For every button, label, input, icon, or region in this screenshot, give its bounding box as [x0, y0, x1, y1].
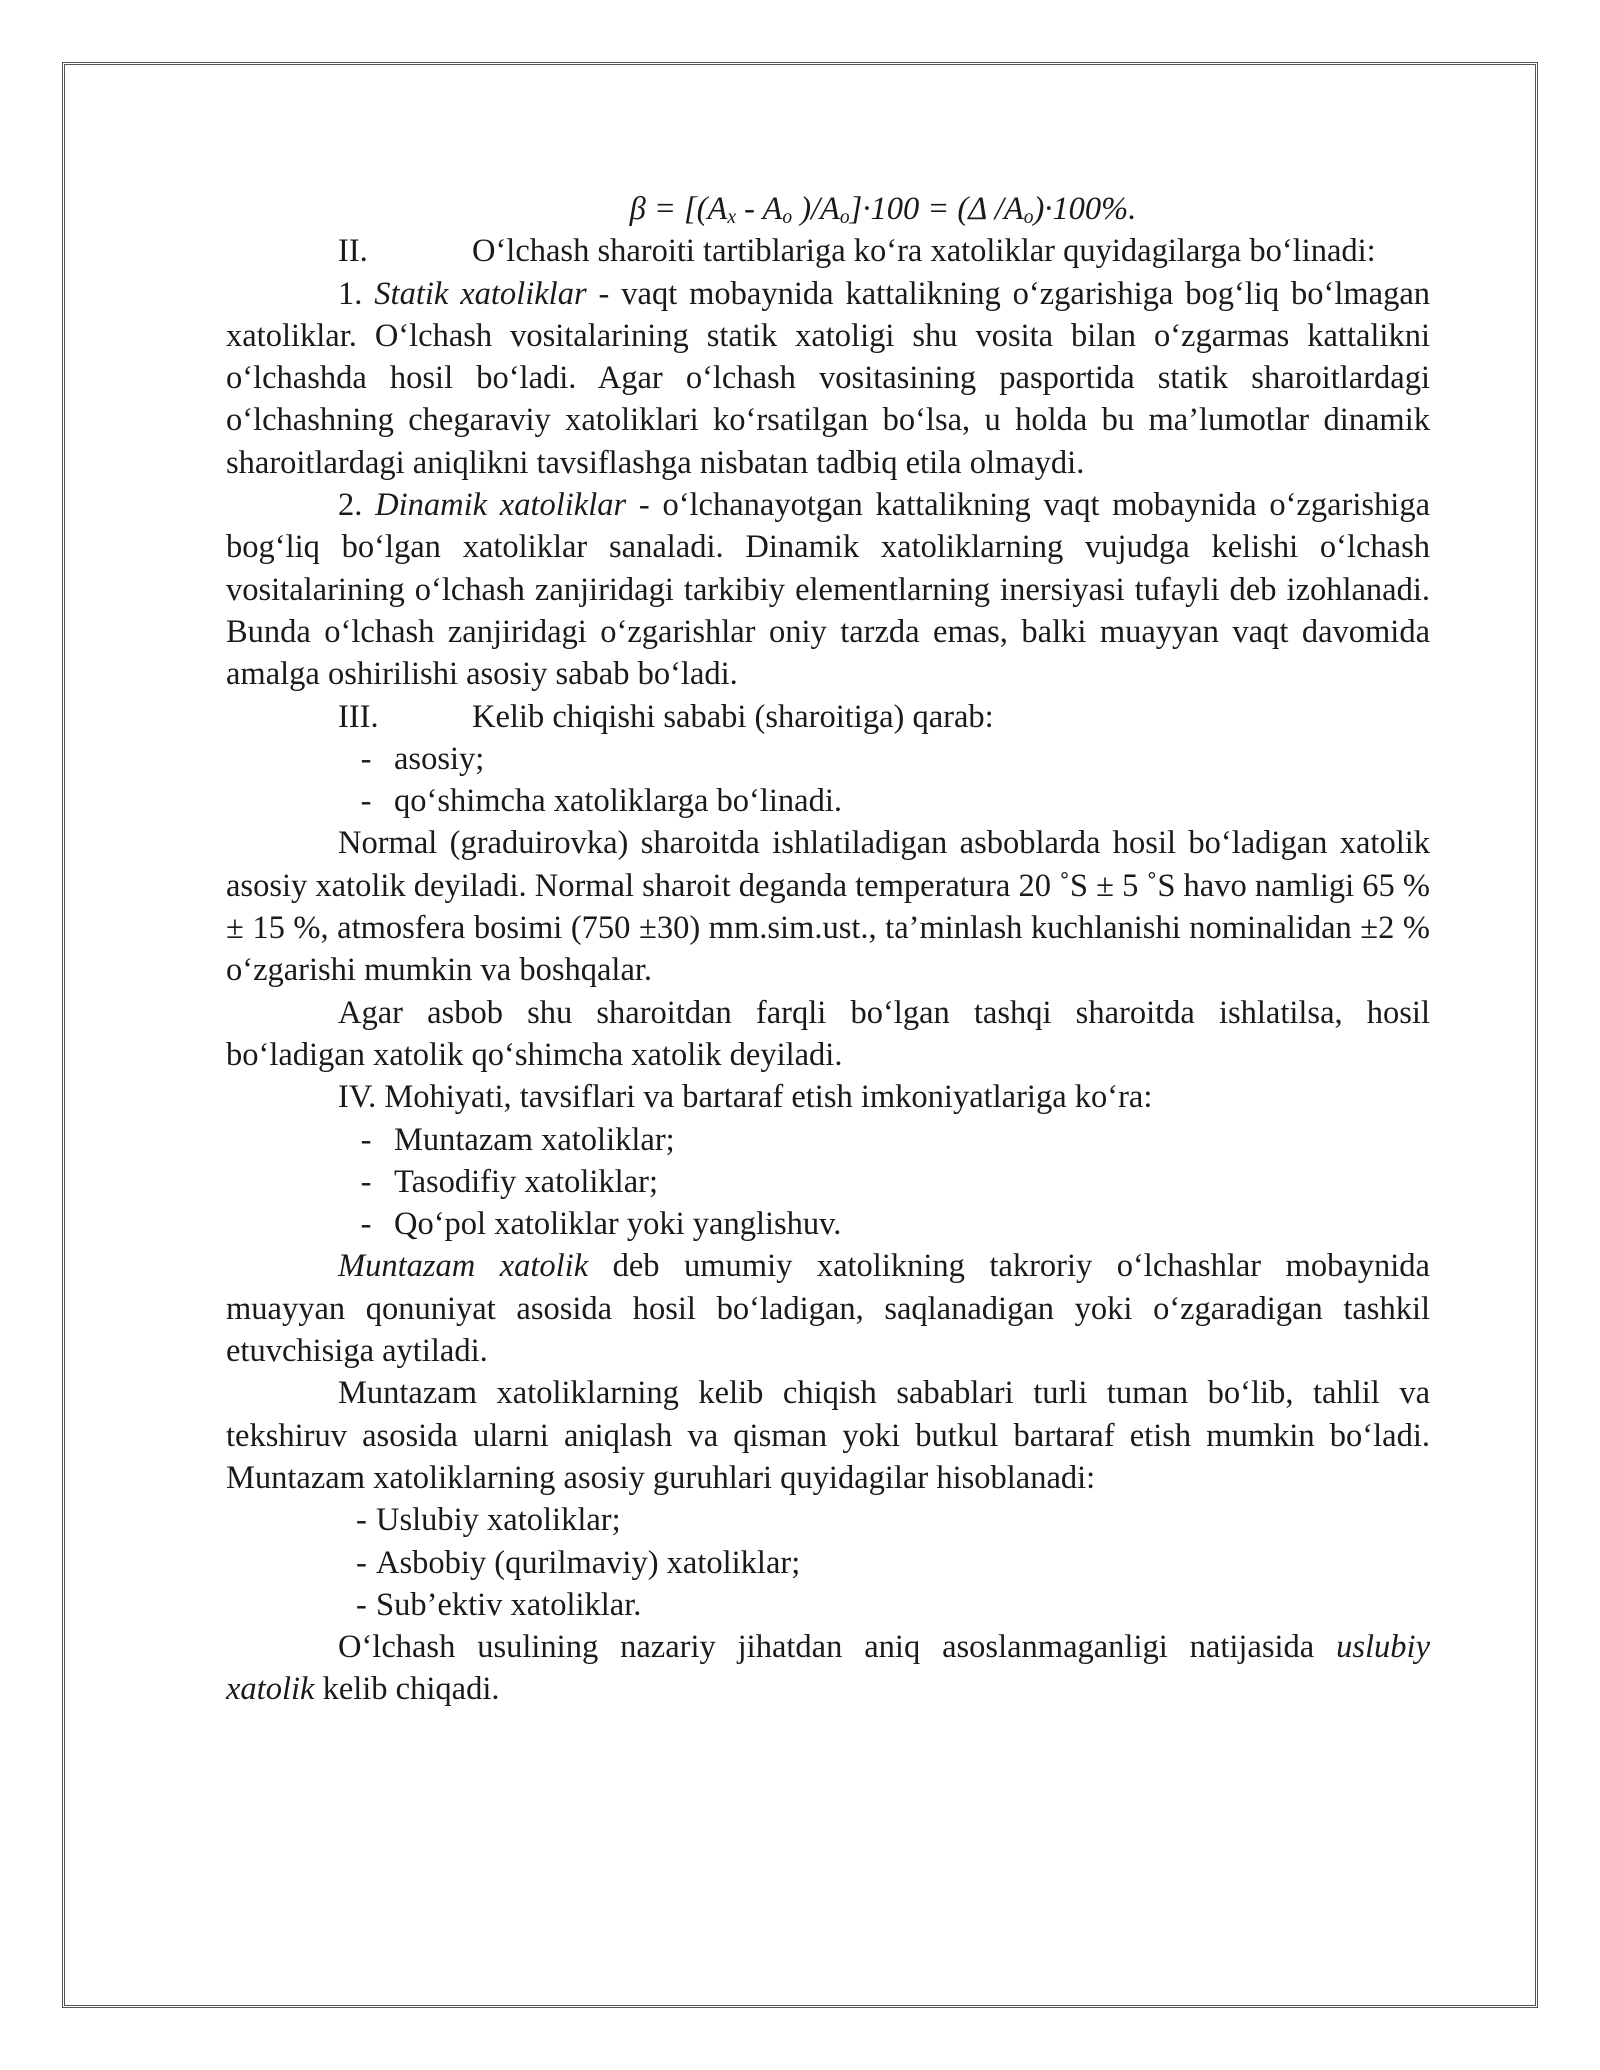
systematic-error-term: Muntazam xatolik [338, 1248, 589, 1285]
dynamic-errors-paragraph: 2. Dinamik xatoliklar - o‘lchanayotgan kattalikning vaqt mobaynida o‘zgarishiga bog‘liq bo‘lgan xatoliklar sanaladi. Dinamik xatoliklarning vujudga kelishi o‘lchash vositalarining o‘lchash zanjiridagi tarkibiy elementlarning inersiyasi tufayli deb izohlanadi. Bunda o‘lchash zanjiridagi o‘zgarishlar oniy tarzda emas, balki muayyan vaqt davomida amalga oshirilishi asosiy sabab bo‘ladi. [226, 487, 1430, 693]
additional-error-paragraph: Agar asbob shu sharoitdan farqli bo‘lgan tashqi sharoitda ishlatilsa, hosil bo‘ladigan xatolik qo‘shimcha xatolik deyiladi. [226, 994, 1430, 1073]
dynamic-errors-term: Dinamik xatoliklar [375, 487, 627, 524]
list-item: - Qo‘pol xatoliklar yoki yanglishuv. [360, 1206, 842, 1243]
systematic-error-definition: Muntazam xatolik deb umumiy xatolikning takroriy o‘lchashlar mobaynida muayyan qonuniyat asosida hosil bo‘ladigan, saqlanadigan yoki o‘zgaradigan tashkil etuvchisiga aytiladi. [226, 1248, 1430, 1370]
list-item: - Uslubiy xatoliklar; [356, 1502, 621, 1539]
normal-conditions-paragraph: Normal (graduirovka) sharoitda ishlatiladigan asboblarda hosil bo‘ladigan xatolik asosiy xatolik deyiladi. Normal sharoit deganda temperatura 20 ˚S ± 5 ˚S havo namligi 65 % ± 15 %, atmosfera bosimi (750 ±30) mm.sim.ust., ta’minlash kuchlanishi nominalidan ±2 % o‘zgarishi mumkin va boshqalar. [226, 825, 1430, 989]
methodical-error-term: uslubiy xatolik [226, 1629, 1430, 1708]
section-2-heading: II. O‘lchash sharoiti tartiblariga ko‘ra xatoliklar quyidagilarga bo‘linadi: [338, 233, 1376, 270]
methodical-error-paragraph: O‘lchash usulining nazariy jihatdan aniq asoslanmaganligi natijasida uslubiy xatolik kelib chiqadi. [226, 1629, 1430, 1708]
static-errors-paragraph: 1. Statik xatoliklar - vaqt mobaynida kattalikning o‘zgarishiga bog‘liq bo‘lmagan xatoliklar. O‘lchash vositalarining statik xatoligi shu vosita bilan o‘zgarmas kattalikni o‘lchashda hosil bo‘ladi. Agar o‘lchash vositasining pasportida statik sharoitlardagi o‘lchashning chegaraviy xatoliklari ko‘rsatilgan bo‘lsa, u holda bu ma’lumotlar dinamik sharoitlardagi aniqlikni tavsiflashga nisbatan tadbiq etila olmaydi. [226, 275, 1430, 481]
list-item: - qo‘shimcha xatoliklarga bo‘linadi. [360, 783, 842, 820]
list-item: - Muntazam xatoliklar; [360, 1121, 675, 1158]
list-item: - Sub’ektiv xatoliklar. [356, 1586, 642, 1623]
list-item: - asosiy; [360, 740, 485, 777]
section-4-heading: IV. Mohiyati, tavsiflari va bartaraf etish imkoniyatlariga ko‘ra: [338, 1079, 1153, 1116]
list-item: - Tasodifiy xatoliklar; [360, 1163, 658, 1200]
section-3-heading: III. Kelib chiqishi sababi (sharoitiga) qarab: [338, 698, 994, 735]
list-item: - Asbobiy (qurilmaviy) xatoliklar; [356, 1544, 801, 1581]
document-body [226, 188, 1430, 1711]
static-errors-term: Statik xatoliklar [374, 275, 587, 312]
formula: $\beta = [(A_x - A_o$ )$/A_o]\cdot 100 = (\Delta$ $/A_o)\cdot 100\%$. [629, 191, 1137, 228]
systematic-causes-paragraph: Muntazam xatoliklarning kelib chiqish sabablari turli tuman bo‘lib, tahlil va tekshiruv asosida ularni aniqlash va qisman yoki butkul bartaraf etish mumkin bo‘ladi. Muntazam xatoliklarning asosiy guruhlari quyidagilar hisoblanadi: [226, 1375, 1430, 1496]
